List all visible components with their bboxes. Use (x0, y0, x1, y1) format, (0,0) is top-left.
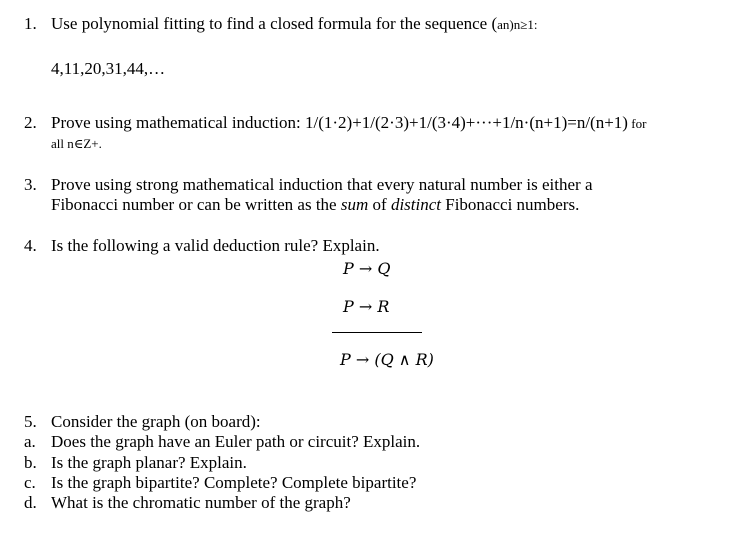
q2-number: 2. (24, 113, 37, 132)
q3-sum: sum (340, 195, 369, 214)
q3-line2-a: Fibonacci number or can be written as the (51, 195, 341, 214)
q1-text-main: Use polynomial fitting to find a closed formula for the sequence ( (51, 14, 498, 33)
q1-number: 1. (24, 14, 37, 33)
q3-number: 3. (24, 175, 37, 194)
q4-inference-rule-line (332, 332, 422, 333)
q5-part-a-label: a. (24, 432, 36, 451)
q1-text-sub: an)n≥1: (497, 17, 538, 32)
q1-sequence: 4,11,20,31,44,… (51, 59, 166, 78)
q5-part-a-text: Does the graph have an Euler path or circuit? Explain. (51, 432, 421, 451)
q5-text: Consider the graph (on board): (51, 412, 261, 431)
q5-part-b-text: Is the graph planar? Explain. (51, 453, 247, 472)
q4-number: 4. (24, 236, 37, 255)
q3-distinct: distinct (390, 195, 441, 214)
q1-text (51, 14, 538, 35)
q2-text (51, 113, 646, 134)
q5-part-b-label: b. (24, 453, 37, 472)
q4-premise-1: P → Q (343, 259, 391, 278)
q3-line1: Prove using strong mathematical induction that every natural number is either a (51, 175, 593, 194)
q5-part-c-label: c. (24, 473, 36, 492)
q3-line2-b: of (368, 195, 391, 214)
q2-text-main: Prove using mathematical induction: 1/(1·2)+1/(2·3)+1/(3·4)+···+1/n·(n+1)=n/(n+1) (51, 113, 628, 132)
q4-conclusion: P → (Q ∧ R) (340, 350, 434, 369)
q2-line2: all n∈Z+. (51, 136, 102, 151)
q2-text-for: for (627, 116, 647, 131)
q4-text: Is the following a valid deduction rule? Explain. (51, 236, 380, 255)
q3-line2-c: Fibonacci numbers. (441, 195, 580, 214)
q5-part-c-text: Is the graph bipartite? Complete? Complete bipartite? (51, 473, 417, 492)
q5-part-d-label: d. (24, 493, 37, 512)
q3-line2 (51, 195, 579, 215)
q4-premise-2: P → R (343, 297, 390, 316)
q5-number: 5. (24, 412, 37, 431)
q5-part-d-text: What is the chromatic number of the graph? (51, 493, 351, 512)
